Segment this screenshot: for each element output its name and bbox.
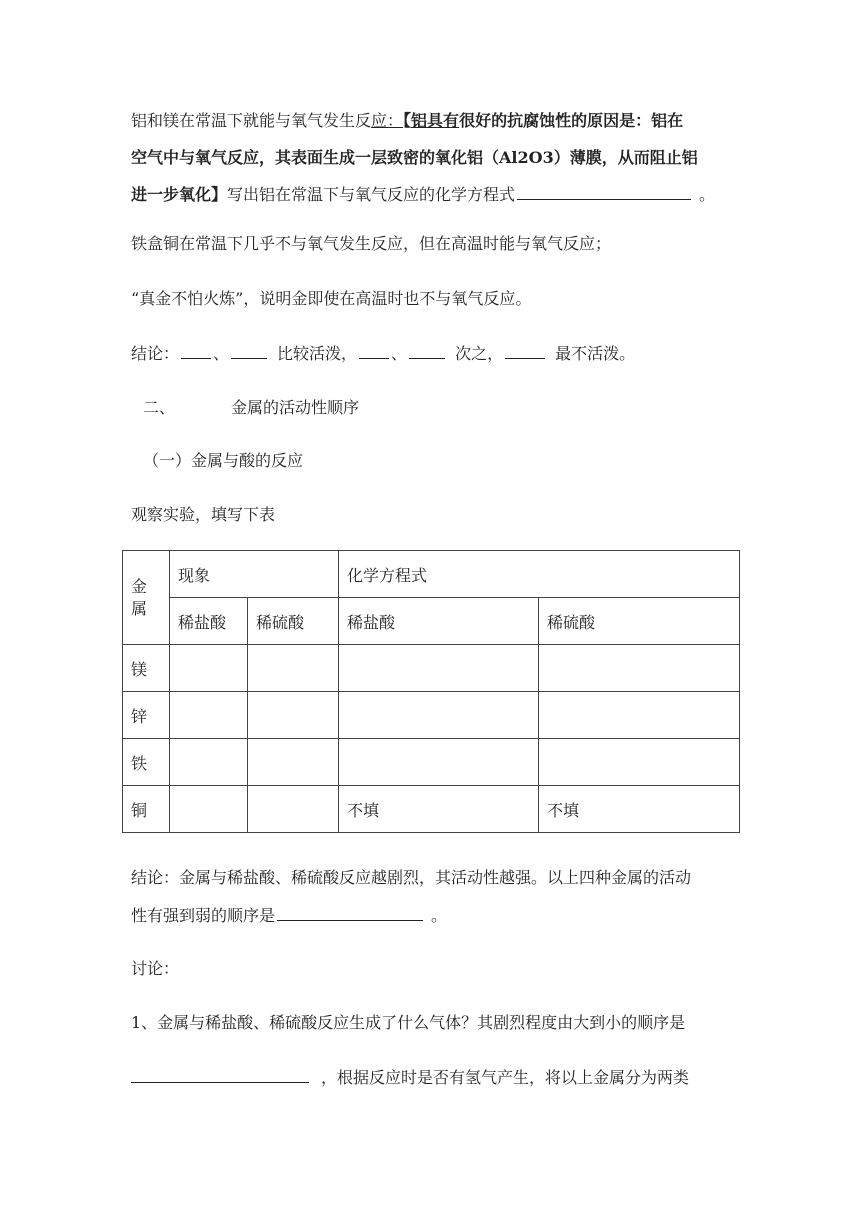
- subheader-hcl: 稀盐酸: [170, 598, 248, 645]
- question-1-line1: 1、金属与稀盐酸、稀硫酸反应生成了什么气体？其剧烈程度由大到小的顺序是: [131, 1013, 686, 1032]
- cell-eq-hcl[interactable]: [339, 645, 539, 692]
- cell-phenomenon-h2so4[interactable]: [248, 645, 339, 692]
- cell-eq-h2so4: 不填: [539, 786, 740, 833]
- cell-eq-hcl: 不填: [339, 786, 539, 833]
- table-row: [123, 645, 740, 692]
- section-heading: [143, 397, 359, 419]
- cell-eq-h2so4[interactable]: [539, 645, 740, 692]
- header-equation: 化学方程式: [339, 551, 740, 598]
- section-title: 金属的活动性顺序: [231, 398, 360, 417]
- text-segment-bold: 进一步氧化】: [131, 185, 228, 204]
- row-metal: 锌: [123, 692, 170, 739]
- paragraph-iron-copper: 铁盒铜在常温下几乎不与氧气发生反应，但在高温时能与氧气反应；: [131, 234, 612, 253]
- answer-blank[interactable]: [181, 342, 211, 359]
- subheader-eq-h2so4: 稀硫酸: [539, 598, 740, 645]
- text-segment: 比较活泼，: [277, 344, 358, 363]
- text-segment-bold-underlined: 铝具有: [411, 111, 460, 130]
- cell-phenomenon-h2so4[interactable]: [248, 786, 339, 833]
- conclusion-activity: [131, 342, 635, 365]
- period: 。: [699, 185, 716, 204]
- text-segment-bold: 很好的抗腐蚀性的原因是：铝在: [459, 111, 684, 130]
- table-subheader-row: [123, 598, 740, 645]
- cell-phenomenon-hcl[interactable]: [170, 739, 248, 786]
- text-segment: 铝和镁在常温下就能与氧气发生反: [131, 111, 372, 130]
- paragraph-aluminum-line3: [131, 183, 715, 206]
- instruction-text: 观察实验，填写下表: [131, 505, 276, 524]
- answer-blank[interactable]: [505, 342, 545, 359]
- text-segment: 次之，: [455, 344, 504, 363]
- text-segment: 写出铝在常温下与氧气反应的化学方程式: [227, 185, 516, 204]
- row-metal: 铜: [123, 786, 170, 833]
- paragraph-aluminum-line2: 空气中与氧气反应，其表面生成一层致密的氧化铝（Al2O3）薄膜，从而阻止铝: [131, 148, 698, 167]
- text-segment: 最不活泼。: [555, 344, 636, 363]
- answer-blank[interactable]: [517, 183, 691, 200]
- conclusion-acid-line2: [131, 904, 447, 927]
- table-row: [123, 739, 740, 786]
- paragraph-aluminum-line1: [131, 110, 683, 132]
- period: 。: [431, 906, 448, 925]
- header-metal: [123, 551, 170, 645]
- bracket-open: 【: [403, 111, 412, 130]
- answer-blank[interactable]: [277, 904, 423, 921]
- reaction-table: [122, 550, 740, 833]
- answer-blank[interactable]: [359, 342, 389, 359]
- cell-phenomenon-hcl[interactable]: [170, 786, 248, 833]
- row-metal: 铁: [123, 739, 170, 786]
- cell-eq-hcl[interactable]: [339, 692, 539, 739]
- text-segment: ，根据反应时是否有氢气产生，将以上金属分为两类: [321, 1068, 690, 1087]
- table-header-row: [123, 551, 740, 598]
- subheader-eq-hcl: 稀盐酸: [339, 598, 539, 645]
- discussion-label: 讨论：: [131, 959, 180, 978]
- cell-eq-h2so4[interactable]: [539, 739, 740, 786]
- header-metal-label: 金属: [131, 576, 148, 618]
- separator: 、: [213, 344, 230, 363]
- separator: 、: [391, 344, 408, 363]
- conclusion-acid-line1: 结论：金属与稀盐酸、稀硫酸反应越剧烈，其活动性越强。以上四种金属的活动: [131, 868, 692, 887]
- cell-eq-hcl[interactable]: [339, 739, 539, 786]
- table-row: [123, 786, 740, 833]
- answer-blank[interactable]: [131, 1066, 309, 1083]
- cell-phenomenon-hcl[interactable]: [170, 692, 248, 739]
- section-number: 二、: [143, 398, 176, 417]
- cell-phenomenon-h2so4[interactable]: [248, 739, 339, 786]
- header-phenomenon: 现象: [170, 551, 339, 598]
- question-1-line2: [131, 1066, 689, 1089]
- subheader-h2so4: 稀硫酸: [248, 598, 339, 645]
- conclusion-label: 结论：: [131, 344, 180, 363]
- cell-phenomenon-hcl[interactable]: [170, 645, 248, 692]
- cell-eq-h2so4[interactable]: [539, 692, 740, 739]
- paragraph-gold: “真金不怕火炼”，说明金即使在高温时也不与氧气反应。: [131, 289, 532, 308]
- row-metal: 镁: [123, 645, 170, 692]
- subsection-heading: （一）金属与酸的反应: [143, 451, 304, 470]
- text-segment-underlined: 应：: [371, 111, 404, 130]
- cell-phenomenon-h2so4[interactable]: [248, 692, 339, 739]
- table-row: [123, 692, 740, 739]
- text-segment: 性有强到弱的顺序是: [131, 906, 276, 925]
- answer-blank[interactable]: [231, 342, 267, 359]
- answer-blank[interactable]: [409, 342, 445, 359]
